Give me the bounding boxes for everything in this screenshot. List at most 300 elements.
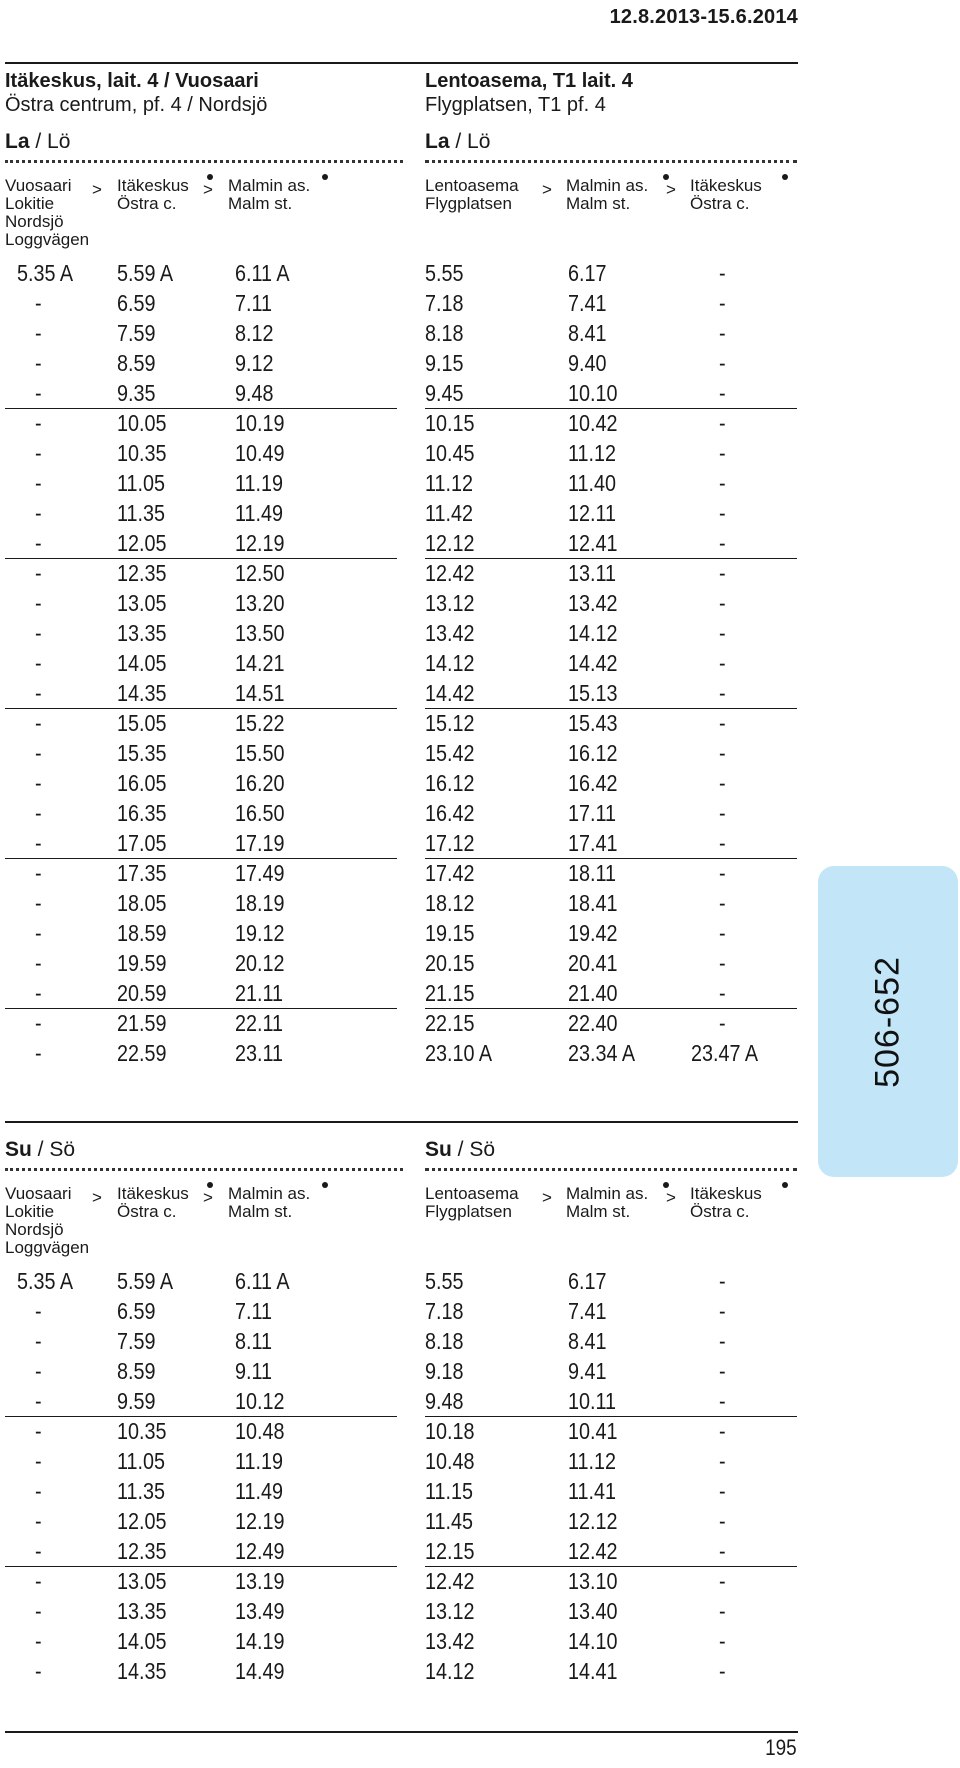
departure-time: 8.59	[117, 1358, 156, 1384]
saturday-fi: La	[5, 130, 30, 153]
departure-time: 15.42	[425, 740, 475, 766]
departure-row	[5, 378, 397, 409]
header-line: Flygplatsen	[425, 194, 512, 213]
departure-time: 14.41	[568, 1658, 618, 1684]
departure-time: 9.41	[568, 1358, 607, 1384]
departure-time: -	[719, 950, 726, 976]
departure-time: -	[719, 770, 726, 796]
departure-time: 23.34 A	[568, 1040, 636, 1066]
departure-time: 9.18	[425, 1358, 464, 1384]
departure-time: 11.49	[235, 1478, 284, 1504]
departure-time: -	[719, 650, 726, 676]
departure-row	[5, 1008, 397, 1038]
departure-time: 11.42	[425, 500, 474, 526]
departure-row	[425, 1506, 797, 1536]
departure-time: -	[35, 1010, 42, 1036]
departure-time: 11.19	[235, 1448, 284, 1474]
departure-time: -	[719, 740, 726, 766]
departure-row	[5, 708, 397, 738]
departure-time: 16.20	[235, 770, 285, 796]
right-title-fi: Lentoasema, T1 lait. 4	[425, 70, 633, 92]
departure-time: -	[719, 1418, 726, 1444]
departure-time: -	[719, 1448, 726, 1474]
departure-time: 13.12	[425, 1598, 475, 1624]
header-line: Malmin as.	[228, 176, 311, 195]
departure-time: -	[719, 1508, 726, 1534]
departure-time: 11.05	[117, 1448, 166, 1474]
departure-row	[425, 408, 797, 438]
header-line: Vuosaari	[5, 1184, 72, 1203]
header-stop-itakeskus	[117, 177, 189, 213]
departure-time: 8.59	[117, 350, 156, 376]
departure-row	[425, 1476, 797, 1506]
departure-time: 10.48	[235, 1418, 285, 1444]
departure-row	[425, 258, 797, 288]
departure-row	[5, 558, 397, 588]
departure-row	[425, 978, 797, 1009]
header-line: Lokitie	[5, 1202, 55, 1221]
departure-row	[5, 258, 397, 288]
departure-row	[425, 348, 797, 378]
departure-time: 11.15	[425, 1478, 474, 1504]
departure-time: 16.05	[117, 770, 167, 796]
header-stop-vuosaari	[5, 177, 89, 249]
saturday-sv: / Lö	[449, 130, 491, 153]
departure-time: 7.18	[425, 290, 464, 316]
departure-time: -	[35, 830, 42, 856]
departure-time: 21.15	[425, 980, 475, 1006]
departure-time: 16.42	[425, 800, 475, 826]
departure-time: 7.41	[568, 1298, 607, 1324]
departure-row	[5, 318, 397, 348]
departure-time: -	[35, 350, 42, 376]
departure-time: 8.41	[568, 320, 607, 346]
departure-time: 11.35	[117, 1478, 166, 1504]
departure-time: 9.40	[568, 350, 607, 376]
header-line: Östra c.	[690, 1202, 750, 1221]
departure-time: -	[719, 1598, 726, 1624]
departure-time: 18.11	[568, 860, 617, 886]
departure-time: 21.59	[117, 1010, 167, 1036]
departure-time: 5.55	[425, 260, 464, 286]
departure-time: 14.10	[568, 1628, 618, 1654]
departure-time: -	[719, 860, 726, 886]
departure-time: 11.45	[425, 1508, 474, 1534]
departure-row	[425, 528, 797, 559]
departure-time: -	[35, 770, 42, 796]
departure-row	[5, 858, 397, 888]
departure-time: -	[719, 1010, 726, 1036]
departure-time: -	[35, 1448, 42, 1474]
departure-time: 6.59	[117, 1298, 156, 1324]
departure-time: 15.35	[117, 740, 167, 766]
departure-time: 10.41	[568, 1418, 618, 1444]
departure-time: 13.42	[425, 620, 475, 646]
section-rule	[5, 1121, 798, 1123]
departure-row	[425, 498, 797, 528]
header-line: Östra c.	[690, 194, 750, 213]
arrow-icon: >	[542, 1188, 552, 1207]
header-stop-malmi	[228, 1185, 310, 1221]
date-range: 12.8.2013-15.6.2014	[609, 6, 798, 28]
header-stop-malmi	[228, 177, 310, 213]
departure-time: 11.40	[568, 470, 617, 496]
departure-time: 13.19	[235, 1568, 285, 1594]
departure-time: 14.35	[117, 680, 167, 706]
departure-row	[5, 1566, 397, 1596]
departure-row	[5, 528, 397, 559]
departure-row	[425, 1266, 797, 1296]
departure-time: -	[719, 530, 726, 556]
header-stop-malmi	[566, 1185, 648, 1221]
departure-time: -	[719, 710, 726, 736]
departure-row	[5, 738, 397, 768]
departure-time: 16.42	[568, 770, 618, 796]
departure-time: 23.47 A	[691, 1040, 759, 1066]
timing-point-icon	[782, 174, 788, 180]
header-line: Malm st.	[228, 1202, 293, 1221]
departure-row	[5, 1326, 397, 1356]
departure-row	[5, 1356, 397, 1386]
departure-time: -	[719, 1268, 726, 1294]
departure-row	[425, 1356, 797, 1386]
departure-time: 18.59	[117, 920, 167, 946]
departure-time: 17.12	[425, 830, 475, 856]
departure-time: -	[35, 920, 42, 946]
departure-time: -	[35, 1598, 42, 1624]
right-title-sv: Flygplatsen, T1 pf. 4	[425, 94, 606, 116]
departure-row	[5, 1038, 397, 1068]
header-line: Loggvägen	[5, 230, 90, 249]
departure-time: 5.59 A	[117, 260, 174, 286]
departure-time: 20.59	[117, 980, 167, 1006]
departure-row	[425, 858, 797, 888]
departure-time: 11.05	[117, 470, 166, 496]
departure-time: 7.11	[235, 290, 273, 316]
departure-row	[425, 1008, 797, 1038]
saturday-sv: / Lö	[29, 130, 71, 153]
departure-time: 10.18	[425, 1418, 475, 1444]
departure-time: 13.49	[235, 1598, 285, 1624]
left-title-fi: Itäkeskus, lait. 4 / Vuosaari	[5, 70, 259, 92]
departure-time: 12.05	[117, 1508, 167, 1534]
departure-time: 13.35	[117, 620, 167, 646]
departure-time: 8.11	[235, 1328, 273, 1354]
departure-row	[425, 828, 797, 859]
departure-time: 12.49	[235, 1538, 285, 1564]
departure-time: 7.11	[235, 1298, 273, 1324]
header-line: Itäkeskus	[117, 176, 189, 195]
departure-time: 10.45	[425, 440, 475, 466]
dotted-divider	[5, 1168, 403, 1171]
departure-row	[425, 888, 797, 918]
departure-time: 17.19	[235, 830, 285, 856]
departure-time: 14.21	[235, 650, 285, 676]
sunday-label-left	[5, 1138, 75, 1162]
departure-time: 12.19	[235, 530, 285, 556]
departure-time: 10.35	[117, 1418, 167, 1444]
departure-time: -	[719, 1568, 726, 1594]
header-line: Nordsjö	[5, 212, 64, 231]
departure-row	[425, 1446, 797, 1476]
departure-time: 7.59	[117, 320, 156, 346]
saturday-label-right	[425, 130, 490, 154]
departure-row	[425, 378, 797, 409]
departure-row	[5, 618, 397, 648]
departure-row	[425, 708, 797, 738]
departure-row	[5, 918, 397, 948]
departure-time: -	[35, 1628, 42, 1654]
departure-time: 11.19	[235, 470, 284, 496]
departure-time: -	[35, 620, 42, 646]
departure-time: 18.05	[117, 890, 167, 916]
departure-time: -	[35, 1568, 42, 1594]
departure-time: -	[719, 980, 726, 1006]
departure-row	[425, 1416, 797, 1446]
departure-row	[425, 1038, 797, 1068]
departure-row	[425, 768, 797, 798]
departure-row	[425, 318, 797, 348]
departure-row	[425, 1326, 797, 1356]
departure-time: 22.40	[568, 1010, 618, 1036]
departure-row	[425, 1626, 797, 1656]
departure-time: 8.41	[568, 1328, 607, 1354]
departure-row	[425, 1296, 797, 1326]
departure-row	[5, 828, 397, 859]
departure-time: -	[35, 950, 42, 976]
departure-row	[5, 1446, 397, 1476]
departure-time: -	[719, 1328, 726, 1354]
departure-time: 12.42	[568, 1538, 618, 1564]
departure-time: -	[35, 800, 42, 826]
departure-time: -	[719, 680, 726, 706]
departure-time: 12.42	[425, 1568, 475, 1594]
departure-row	[5, 1296, 397, 1326]
departure-time: 11.12	[425, 470, 474, 496]
departure-time: 12.35	[117, 560, 167, 586]
departure-row	[5, 648, 397, 678]
departure-row	[425, 678, 797, 709]
departure-time: -	[719, 590, 726, 616]
departure-time: -	[719, 290, 726, 316]
departure-time: 5.59 A	[117, 1268, 174, 1294]
departure-time: -	[719, 620, 726, 646]
departure-time: -	[719, 1298, 726, 1324]
departure-row	[425, 738, 797, 768]
header-line: Malm st.	[566, 1202, 631, 1221]
departure-time: 10.15	[425, 410, 475, 436]
departure-time: 14.35	[117, 1658, 167, 1684]
departure-row	[5, 1626, 397, 1656]
departure-time: 12.12	[425, 530, 475, 556]
departure-time: 17.05	[117, 830, 167, 856]
arrow-icon: >	[666, 1188, 676, 1207]
departure-time: 12.05	[117, 530, 167, 556]
departure-time: 19.12	[235, 920, 285, 946]
departure-time: 17.11	[568, 800, 617, 826]
sunday-fi: Su	[5, 1138, 32, 1161]
header-line: Östra c.	[117, 1202, 177, 1221]
departure-time: 14.12	[568, 620, 618, 646]
header-line: Nordsjö	[5, 1220, 64, 1239]
departure-row	[425, 468, 797, 498]
departure-row	[5, 438, 397, 468]
departure-time: 6.11 A	[235, 1268, 290, 1294]
arrow-icon: >	[666, 180, 676, 199]
departure-row	[5, 798, 397, 828]
departure-time: 19.59	[117, 950, 167, 976]
departure-time: 10.10	[568, 380, 618, 406]
departure-row	[5, 468, 397, 498]
departure-time: 9.15	[425, 350, 464, 376]
departure-row	[425, 798, 797, 828]
saturday-label-left	[5, 130, 70, 154]
departure-time: 19.15	[425, 920, 475, 946]
departure-time: -	[719, 410, 726, 436]
page-number: 195	[765, 1735, 797, 1760]
header-stop-lentoasema	[425, 1185, 519, 1221]
departure-time: -	[35, 650, 42, 676]
departure-time: -	[35, 560, 42, 586]
departure-time: 13.50	[235, 620, 285, 646]
departure-row	[5, 348, 397, 378]
departure-time: 14.42	[568, 650, 618, 676]
departure-time: 17.49	[235, 860, 285, 886]
departure-time: -	[35, 1388, 42, 1414]
departure-time: 7.18	[425, 1298, 464, 1324]
departure-row	[5, 678, 397, 709]
departure-time: -	[35, 1658, 42, 1684]
header-line: Itäkeskus	[690, 176, 762, 195]
departure-time: -	[719, 350, 726, 376]
header-line: Malmin as.	[566, 176, 649, 195]
departure-time: 12.12	[568, 1508, 618, 1534]
departure-time: -	[35, 1328, 42, 1354]
departure-time: 10.11	[568, 1388, 617, 1414]
departure-time: 9.11	[235, 1358, 273, 1384]
header-line: Vuosaari	[5, 176, 72, 195]
departure-row	[425, 948, 797, 978]
departure-time: 22.59	[117, 1040, 167, 1066]
header-line: Lentoasema	[425, 1184, 519, 1203]
departure-time: 12.11	[568, 500, 617, 526]
departure-time: 16.50	[235, 800, 285, 826]
departure-time: -	[35, 740, 42, 766]
departure-time: 6.59	[117, 290, 156, 316]
departure-time: -	[719, 500, 726, 526]
route-range-tab	[818, 866, 958, 1177]
departure-time: -	[35, 1040, 42, 1066]
departure-row	[425, 438, 797, 468]
departure-row	[425, 918, 797, 948]
dotted-divider	[425, 160, 797, 163]
departure-time: 11.49	[235, 500, 284, 526]
dotted-divider	[425, 1168, 797, 1171]
departure-time: 13.20	[235, 590, 285, 616]
departure-row	[5, 498, 397, 528]
departure-time: 13.11	[568, 560, 617, 586]
departure-time: 11.41	[568, 1478, 617, 1504]
departure-time: 8.18	[425, 320, 464, 346]
departure-time: 12.19	[235, 1508, 285, 1534]
left-title-sv: Östra centrum, pf. 4 / Nordsjö	[5, 94, 268, 116]
departure-time: -	[719, 320, 726, 346]
departure-time: 14.49	[235, 1658, 285, 1684]
departure-time: 13.42	[425, 1628, 475, 1654]
departure-row	[5, 1536, 397, 1567]
header-stop-vuosaari	[5, 1185, 89, 1257]
departure-time: 22.15	[425, 1010, 475, 1036]
departure-time: 14.05	[117, 650, 167, 676]
departure-row	[5, 888, 397, 918]
departure-time: -	[719, 1358, 726, 1384]
departure-time: 6.17	[568, 1268, 607, 1294]
departure-time: 15.22	[235, 710, 285, 736]
header-line: Malmin as.	[228, 1184, 311, 1203]
departure-time: 10.12	[235, 1388, 285, 1414]
departure-row	[425, 288, 797, 318]
arrow-icon: >	[203, 180, 213, 199]
departure-row	[5, 1506, 397, 1536]
departure-time: 6.11 A	[235, 260, 290, 286]
departure-row	[425, 1566, 797, 1596]
departure-time: -	[719, 1538, 726, 1564]
header-line: Östra c.	[117, 194, 177, 213]
arrow-icon: >	[542, 180, 552, 199]
departure-time: 13.12	[425, 590, 475, 616]
departure-time: 13.40	[568, 1598, 618, 1624]
departure-time: -	[35, 440, 42, 466]
departure-time: -	[35, 1418, 42, 1444]
departure-time: -	[719, 890, 726, 916]
arrow-icon: >	[92, 1188, 102, 1207]
departure-time: 13.10	[568, 1568, 618, 1594]
departure-time: 16.12	[568, 740, 618, 766]
departure-time: -	[719, 380, 726, 406]
departure-time: -	[35, 1478, 42, 1504]
departure-row	[425, 1656, 797, 1686]
departure-time: -	[35, 290, 42, 316]
departure-time: 9.12	[235, 350, 274, 376]
departure-time: -	[35, 1508, 42, 1534]
departure-row	[5, 588, 397, 618]
departure-row	[5, 978, 397, 1009]
departure-time: 18.12	[425, 890, 475, 916]
timing-point-icon	[782, 1182, 788, 1188]
sunday-sv: / Sö	[451, 1138, 496, 1161]
departure-time: 18.41	[568, 890, 618, 916]
departure-time: -	[35, 380, 42, 406]
departure-time: -	[35, 860, 42, 886]
departure-time: -	[35, 890, 42, 916]
departure-time: 12.42	[425, 560, 475, 586]
arrow-icon: >	[92, 180, 102, 199]
departure-row	[5, 288, 397, 318]
timing-point-icon	[322, 1182, 328, 1188]
departure-time: 7.59	[117, 1328, 156, 1354]
sunday-fi: Su	[425, 1138, 452, 1161]
departure-time: 10.42	[568, 410, 618, 436]
departure-time: 16.12	[425, 770, 475, 796]
departure-row	[5, 408, 397, 438]
departure-row	[425, 1386, 797, 1417]
header-line: Itäkeskus	[117, 1184, 189, 1203]
header-stop-lentoasema	[425, 177, 519, 213]
departure-time: 17.35	[117, 860, 167, 886]
departure-time: 12.15	[425, 1538, 475, 1564]
departure-time: 5.55	[425, 1268, 464, 1294]
departure-time: 13.05	[117, 590, 167, 616]
